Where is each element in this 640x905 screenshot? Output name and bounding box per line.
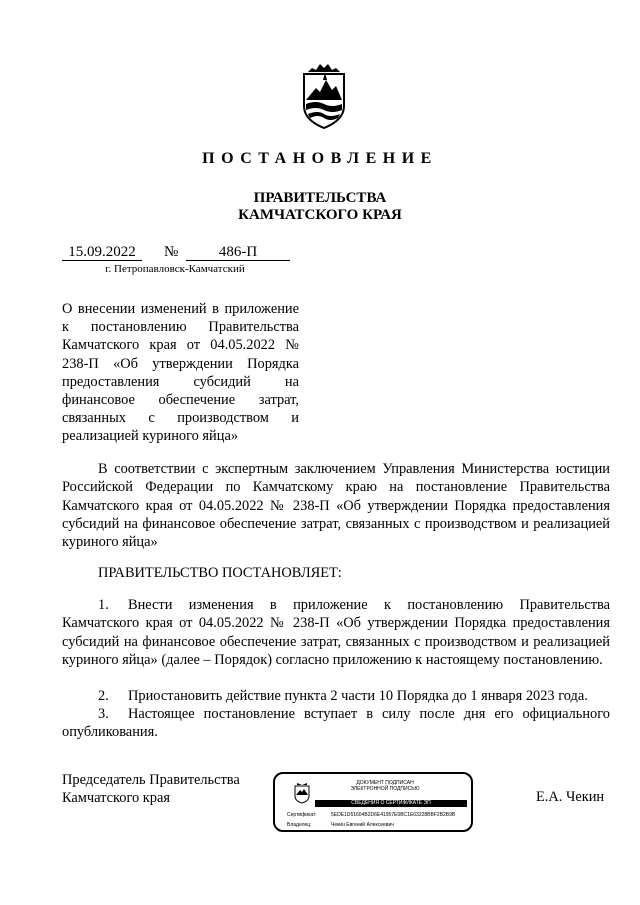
- subject-line: финансовое обеспечение затрат,: [62, 392, 299, 409]
- list-item: [62, 705, 610, 742]
- issuing-body: [0, 190, 640, 224]
- item-text: Приостановить действие пункта 2 части 10 Порядка до 1 января 2023 года.: [128, 688, 588, 704]
- e-signature-stamp: [273, 772, 473, 832]
- document-number: 486-П: [186, 244, 290, 261]
- stamp-title: [325, 780, 445, 792]
- signatory-position-line-2: Камчатского края: [62, 790, 170, 806]
- stamp-cert-value: 5EDE1D51604B2D6E41957E0BC1E63228BBF2B2B9B: [331, 812, 456, 818]
- preamble-paragraph: В соответствии с экспертным заключением Управления Министерства юстиции Российской Федерации по Камчатскому краю на постановление Правительства Камчатского края от 04.05.2022 № 238-П «Об утверждении Порядка предоставления субсидий на финансовое обеспечение затрат, связанных с производством и реализацией куриного яйца»: [62, 461, 610, 551]
- stamp-owner-label: Владелец:: [287, 822, 312, 828]
- subject-line: реализацией куриного яйца»: [62, 428, 239, 445]
- subject-line: О внесении изменений в приложение: [62, 301, 299, 317]
- issuing-body-line-1: ПРАВИТЕЛЬСТВА: [253, 190, 387, 206]
- stamp-emblem-icon: [293, 782, 311, 804]
- stamp-title-line-2: ЭЛЕКТРОННОЙ ПОДПИСЬЮ: [350, 786, 420, 792]
- list-item: [62, 687, 610, 705]
- issuing-body-line-2: КАМЧАТСКОГО КРАЯ: [238, 207, 402, 223]
- document-subject: [62, 300, 299, 446]
- kamchatka-emblem-icon: [296, 58, 352, 130]
- resolves-heading: ПРАВИТЕЛЬСТВО ПОСТАНОВЛЯЕТ:: [98, 565, 342, 581]
- list-item: [62, 596, 610, 669]
- number-sign: №: [164, 244, 179, 260]
- item-number: 2.: [98, 688, 109, 704]
- subject-line: к постановлению Правительства: [62, 319, 299, 336]
- signatory-name: Е.А. Чекин: [536, 789, 605, 805]
- subject-line: Камчатского края от 04.05.2022 №: [62, 337, 299, 354]
- item-text: Внести изменения в приложение к постановлению Правительства Камчатского края от 04.05.2022 № 238-П «Об утверждении Порядка предоставления субсидий на финансовое обеспечение затрат, связанных с производством и реализацией куриного яйца» (далее – Порядок) согласно приложению к настоящему постановлению.: [62, 597, 610, 668]
- issue-city: г. Петропавловск-Камчатский: [105, 263, 245, 275]
- subject-line: 238-П «Об утверждении Порядка: [62, 355, 299, 372]
- subject-line: связанных с производством и: [62, 410, 299, 427]
- stamp-owner-value: Чекин Евгений Алексеевич: [331, 822, 394, 828]
- document-date: 15.09.2022: [62, 244, 142, 261]
- item-number: 3.: [98, 706, 109, 722]
- document-type: ПОСТАНОВЛЕНИЕ: [202, 150, 438, 167]
- stamp-title-line-1: ДОКУМЕНТ ПОДПИСАН: [356, 780, 414, 786]
- subject-line: предоставления субсидий на: [62, 373, 299, 390]
- item-text: Настоящее постановление вступает в силу после дня его официального опубликования.: [62, 706, 610, 741]
- stamp-cert-label: Сертификат:: [287, 812, 317, 818]
- item-number: 1.: [98, 597, 109, 613]
- signatory-position: [62, 771, 240, 807]
- signatory-position-line-1: Председатель Правительства: [62, 772, 240, 788]
- stamp-band: СВЕДЕНИЯ О СЕРТИФИКАТЕ ЭП: [315, 800, 467, 807]
